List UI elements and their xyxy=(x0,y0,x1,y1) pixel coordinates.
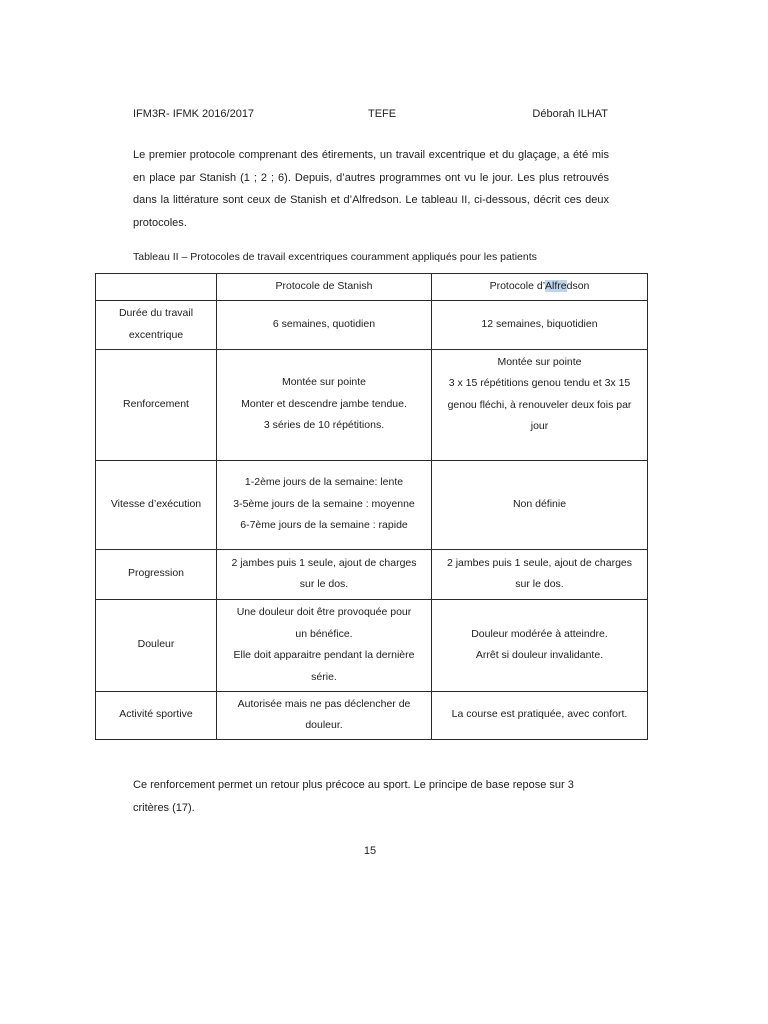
header-institution: IFM3R- IFMK 2016/2017 xyxy=(133,108,255,120)
cell-line: 12 semaines, biquotidien xyxy=(481,317,598,330)
cell-line: Arrêt si douleur invalidante. xyxy=(475,649,604,661)
cell-line: Montée sur pointe xyxy=(281,376,367,389)
cell-line: La course est pratiquée, avec confort. xyxy=(451,708,628,721)
table-header-row xyxy=(96,274,648,301)
cell-line: 6-7ème jours de la semaine : rapide xyxy=(240,519,408,532)
cell-line: 6 semaines, quotidien xyxy=(272,317,376,330)
page-number: 15 xyxy=(363,845,377,857)
cell-line: Douleur xyxy=(137,638,175,651)
cell-line: Renforcement xyxy=(123,397,189,410)
cell-line: Activité sportive xyxy=(119,708,193,721)
table-caption: Tableau II – Protocoles de travail excentriques couramment appliqués pour les patients xyxy=(133,251,537,263)
cell-line: un bénéfice. xyxy=(295,627,353,640)
cell-alfredson-douleur xyxy=(432,599,648,691)
cell-line: 1-2ème jours de la semaine: lente xyxy=(244,476,404,489)
cell-line: Une douleur doit être provoquée pour xyxy=(236,606,412,618)
table-row xyxy=(96,300,648,349)
table-row xyxy=(96,599,648,691)
cell-alfredson-progression xyxy=(432,549,648,599)
protocols-table xyxy=(95,273,648,740)
cell-line: Montée sur pointe xyxy=(497,355,582,368)
cell-stanish-douleur xyxy=(217,599,432,691)
cell-line: Durée du travail xyxy=(118,307,194,319)
cell-stanish-duree xyxy=(217,300,432,349)
header-title: TEFE xyxy=(368,108,397,120)
cell-line: douleur. xyxy=(305,719,343,731)
cell-stanish-activite xyxy=(217,691,432,739)
cell-line: jour xyxy=(530,420,549,432)
cell-line: Monter et descendre jambe tendue. xyxy=(241,397,407,410)
cell-stanish-renforcement xyxy=(217,349,432,460)
cell-line: excentrique xyxy=(128,328,184,341)
row-label-duree xyxy=(96,300,217,349)
cell-line: 2 jambes puis 1 seule, ajout de charges xyxy=(446,556,633,569)
table-row xyxy=(96,691,648,739)
cell-line: 3 séries de 10 répétitions. xyxy=(263,419,385,432)
cell-line: Autorisée mais ne pas déclencher de xyxy=(237,697,411,710)
cell-alfredson-vitesse xyxy=(432,460,648,549)
cell-line: sur le dos. xyxy=(299,578,349,590)
row-label-vitesse xyxy=(96,460,217,549)
row-label-renforcement xyxy=(96,349,217,460)
column-header-alfredson xyxy=(432,274,648,301)
row-label-douleur xyxy=(96,599,217,691)
selection-highlight: Alfre xyxy=(545,280,567,292)
row-label-progression xyxy=(96,549,217,599)
cell-line: Elle doit apparaitre pendant la dernière xyxy=(233,649,415,661)
cell-alfredson-duree xyxy=(432,300,648,349)
column-header-alfredson-suffix: dson xyxy=(566,280,590,292)
cell-line: Non définie xyxy=(512,497,567,510)
cell-line: 3-5ème jours de la semaine : moyenne xyxy=(233,497,415,510)
cell-line: série. xyxy=(311,670,337,683)
intro-paragraph: Le premier protocole comprenant des étirements, un travail excentrique et du glaçage, a été mis en place par Stanish (1 ; 2 ; 6). Depuis, d’autres programmes ont vu le jour. Les plus retrouvés dans la littérature sont ceux de Stanish et d’Alfredson. Le tableau II, ci-dessous, décrit ces deux protocoles. xyxy=(133,149,609,229)
column-header-alfredson-prefix: Protocole d’ xyxy=(489,280,546,292)
cell-line: Progression xyxy=(127,567,185,580)
cell-stanish-progression xyxy=(217,549,432,599)
cell-line: Douleur modérée à atteindre. xyxy=(471,627,608,640)
table-corner-cell xyxy=(96,274,217,301)
table-row xyxy=(96,349,648,460)
conclusion-paragraph: Ce renforcement permet un retour plus précoce au sport. Le principe de base repose sur 3 critères (17). xyxy=(133,779,574,814)
cell-line: 3 x 15 répétitions genou tendu et 3x 15 xyxy=(448,377,631,389)
cell-alfredson-renforcement xyxy=(432,349,648,460)
column-header-stanish: Protocole de Stanish xyxy=(217,274,432,301)
table-row xyxy=(96,549,648,599)
table-row xyxy=(96,460,648,549)
cell-line: genou fléchi, à renouveler deux fois par xyxy=(447,398,632,411)
cell-line: Vitesse d’exécution xyxy=(110,497,202,510)
cell-stanish-vitesse xyxy=(217,460,432,549)
cell-line: sur le dos. xyxy=(515,578,564,590)
header-author: Déborah ILHAT xyxy=(532,108,608,120)
cell-line: 2 jambes puis 1 seule, ajout de charges xyxy=(231,556,417,569)
row-label-activite xyxy=(96,691,217,739)
cell-alfredson-activite xyxy=(432,691,648,739)
